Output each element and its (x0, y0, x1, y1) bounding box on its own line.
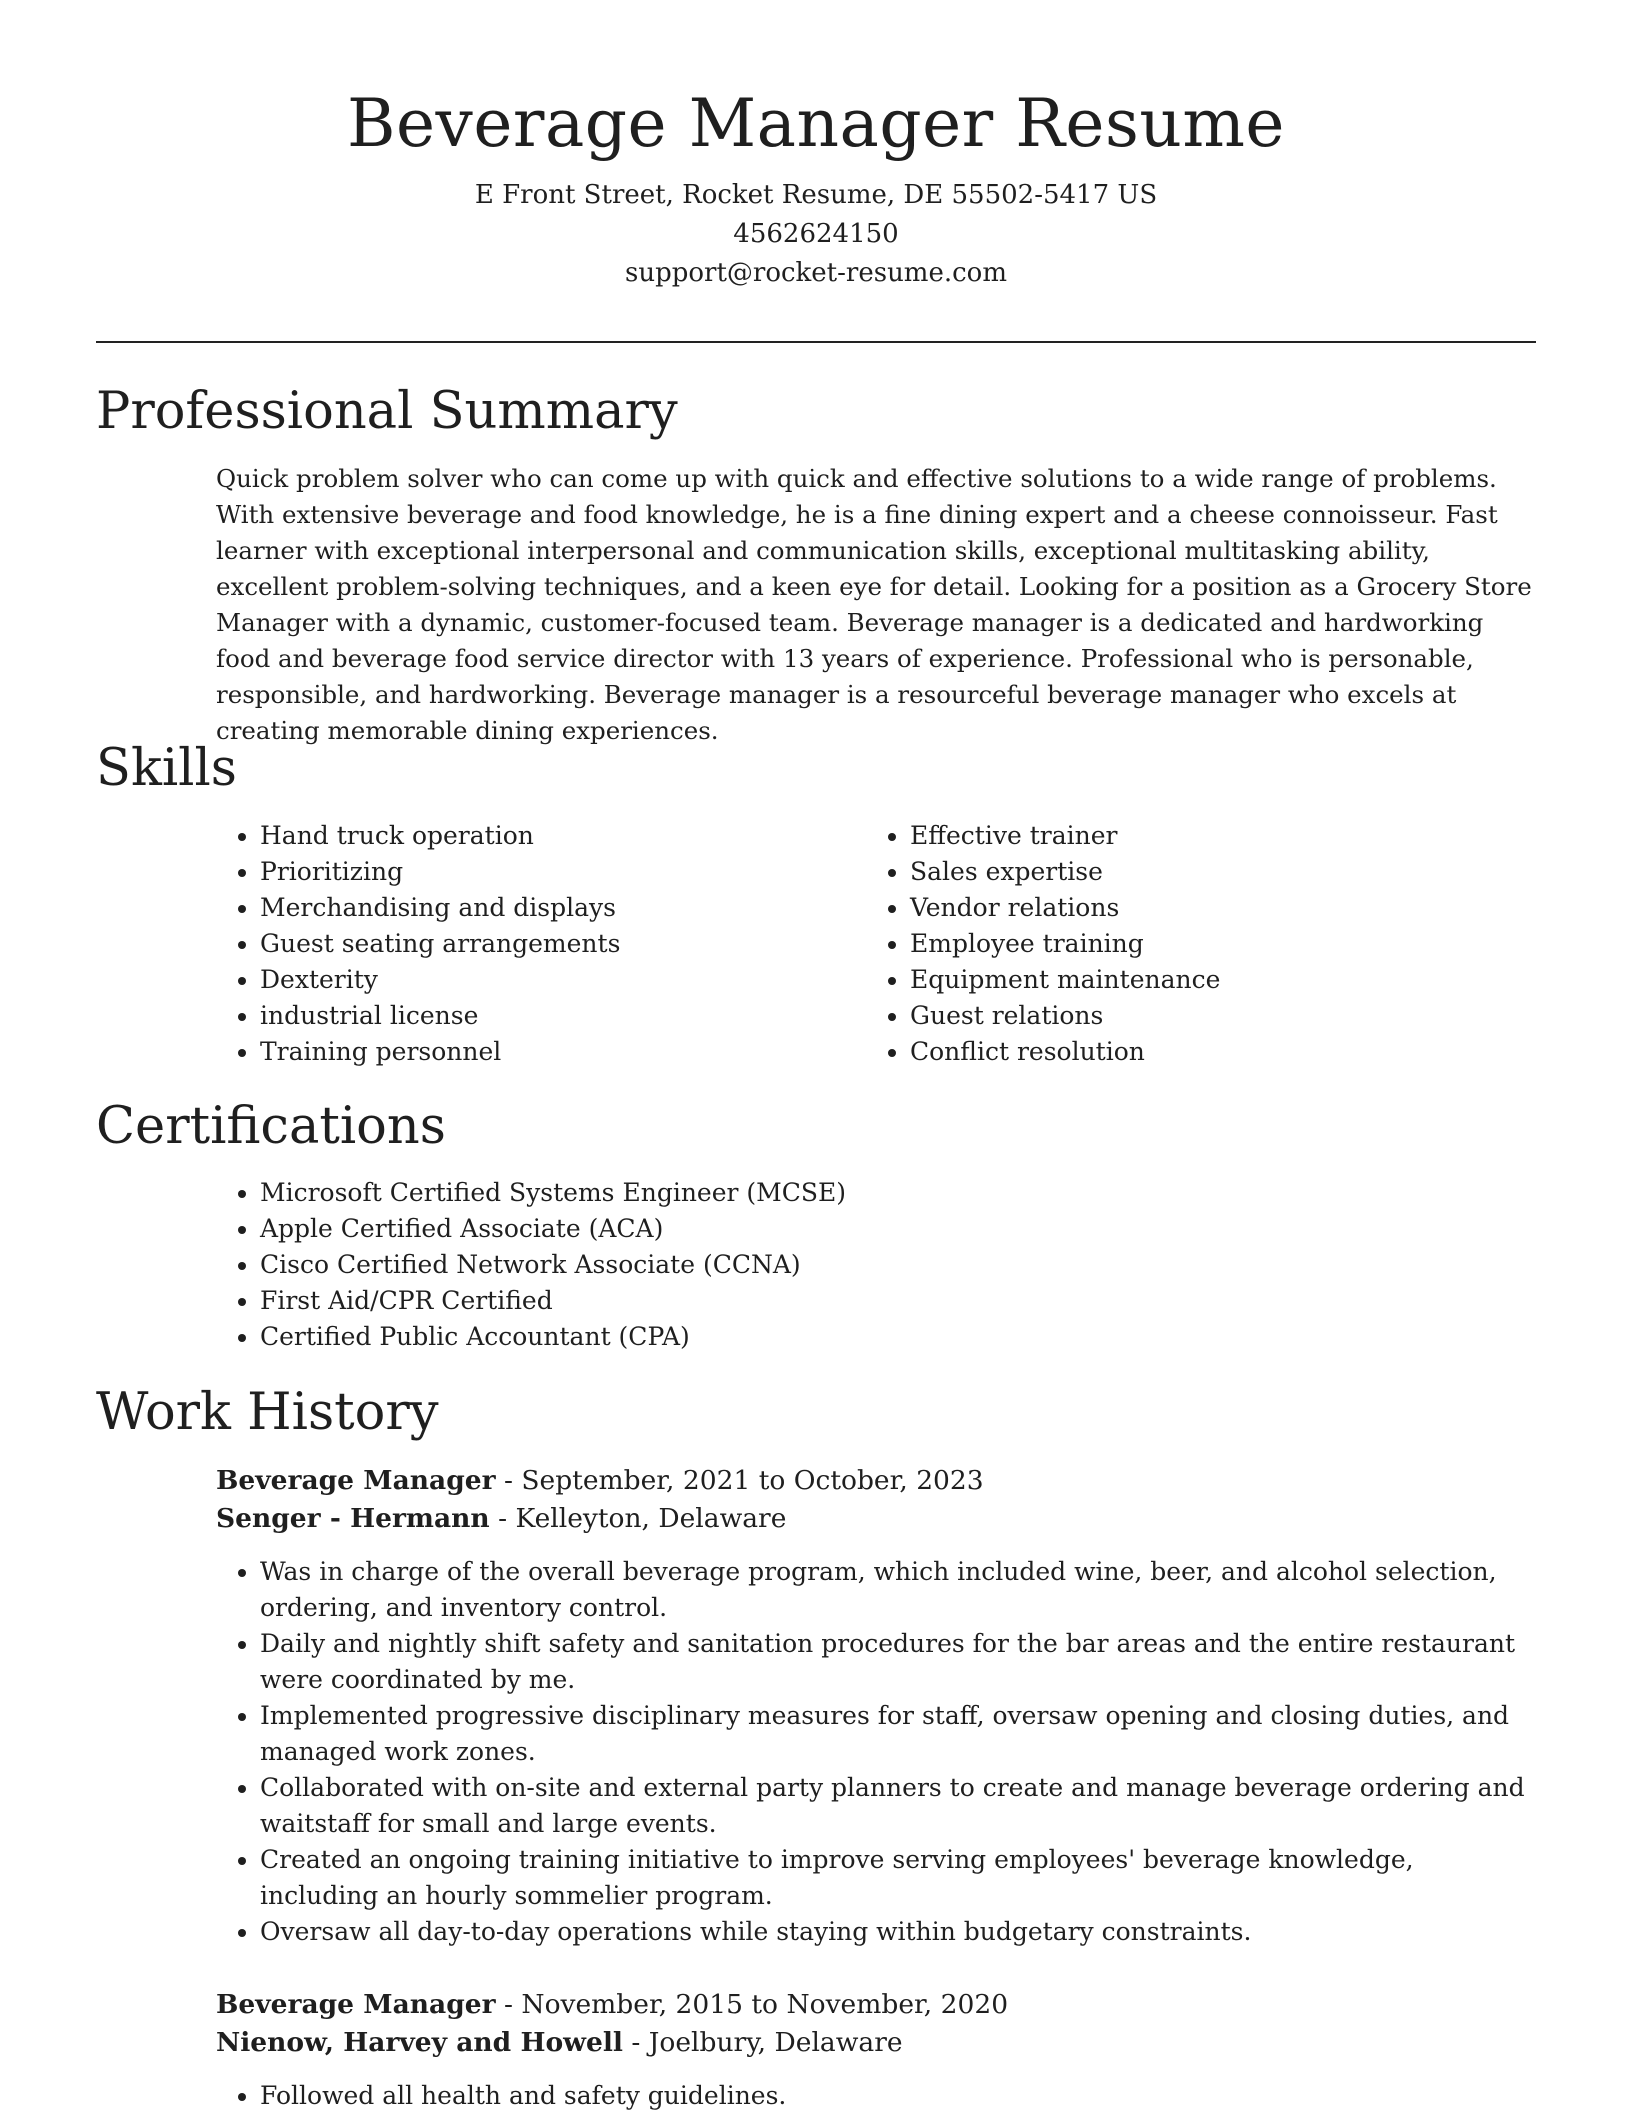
separator: - (489, 1503, 516, 1534)
email-line: support@rocket-resume.com (624, 258, 1007, 288)
skills-right-list (866, 818, 1466, 1070)
skill-item: • Guest seating arrangements (260, 926, 816, 962)
job-title-line (216, 1462, 1536, 1500)
skill-item: • Prioritizing (260, 854, 816, 890)
skill-item: • Training personnel (260, 1034, 816, 1070)
skill-item: • Employee training (910, 926, 1466, 962)
job-bullets (216, 1554, 1536, 1950)
job-location: Joelbury, Delaware (648, 2027, 903, 2058)
header-divider (96, 341, 1536, 343)
certification-item: • Certified Public Accountant (CPA) (260, 1319, 1536, 1355)
job-bullet: • Oversaw all day-to-day operations while staying within budgetary constraints. (260, 1914, 1536, 1950)
job-company: Nienow, Harvey and Howell (216, 2027, 623, 2058)
skill-item: • Effective trainer (910, 818, 1466, 854)
job-title: Beverage Manager (216, 1465, 496, 1496)
certifications-list (216, 1175, 1536, 1355)
certification-item: • First Aid/CPR Certified (260, 1283, 1536, 1319)
summary-block (216, 461, 1536, 749)
job-title: Beverage Manager (216, 1989, 496, 2020)
skills-heading: Skills (96, 739, 237, 798)
job-dates: September, 2021 to October, 2023 (521, 1465, 984, 1496)
job-bullet: • Implemented progressive disciplinary measures for staff, oversaw opening and closing duties, and managed work zones. (260, 1698, 1536, 1770)
job-bullets (216, 2078, 1536, 2114)
certification-item: • Apple Certified Associate (ACA) (260, 1211, 1536, 1247)
separator: - (622, 2027, 649, 2058)
skill-item: • Equipment maintenance (910, 962, 1466, 998)
address-line: E Front Street, Rocket Resume, DE 55502-5417 US (474, 180, 1158, 210)
skill-item: • Guest relations (910, 998, 1466, 1034)
skill-item: • Merchandising and displays (260, 890, 816, 926)
separator: - (495, 1989, 522, 2020)
job-title-line (216, 1986, 1536, 2024)
skills-left-list (216, 818, 816, 1070)
skill-item: • Sales expertise (910, 854, 1466, 890)
job-company-line (216, 2024, 1536, 2062)
job-entry (216, 1462, 1536, 1950)
certifications-block (216, 1175, 1536, 1355)
certification-item: • Microsoft Certified Systems Engineer (MCSE) (260, 1175, 1536, 1211)
job-entry (216, 1986, 1536, 2114)
work-history-heading: Work History (96, 1383, 439, 1442)
skill-item: • Vendor relations (910, 890, 1466, 926)
skill-item: • Conflict resolution (910, 1034, 1466, 1070)
skill-item: • industrial license (260, 998, 816, 1034)
skill-item: • Dexterity (260, 962, 816, 998)
certifications-heading: Certifications (96, 1097, 446, 1156)
resume-header (0, 76, 1632, 293)
skills-right-column (866, 818, 1466, 1070)
job-location: Kelleyton, Delaware (515, 1503, 787, 1534)
skills-left-column (216, 818, 816, 1070)
certification-item: • Cisco Certified Network Associate (CCNA) (260, 1247, 1536, 1283)
job-bullet: • Collaborated with on-site and external party planners to create and manage beverage ordering and waitstaff for small and large events. (260, 1770, 1536, 1842)
job-bullet: • Was in charge of the overall beverage program, which included wine, beer, and alcohol selection, ordering, and inventory control. (260, 1554, 1536, 1626)
job-company-line (216, 1500, 1536, 1538)
job-dates: November, 2015 to November, 2020 (521, 1989, 1009, 2020)
job-bullet: • Followed all health and safety guidelines. (260, 2078, 1536, 2114)
skill-item: • Hand truck operation (260, 818, 816, 854)
summary-text: Quick problem solver who can come up with quick and effective solutions to a wide range of problems. With extensive beverage and food knowledge, he is a fine dining expert and a cheese connoisseur. Fast learner with exceptional interpersonal and communication skills, exceptional multitasking ability, excellent problem-solving techniques, and a keen eye for detail. Looking for a position as a Grocery Store Manager with a dynamic, customer-focused team. Beverage manager is a dedicated and hardworking food and beverage food service director with 13 years of experience. Professional who is personable, responsible, and hardworking. Beverage manager is a resourceful beverage manager who excels at creating memorable dining experiences. (216, 464, 1532, 745)
job-bullet: • Daily and nightly shift safety and sanitation procedures for the bar areas and the entire restaurant were coordinated by me. (260, 1626, 1536, 1698)
summary-heading: Professional Summary (96, 382, 678, 441)
phone-line: 4562624150 (733, 219, 899, 249)
separator: - (495, 1465, 522, 1496)
resume-title: Beverage Manager Resume (347, 85, 1285, 162)
job-company: Senger - Hermann (216, 1503, 490, 1534)
job-bullet: • Created an ongoing training initiative to improve serving employees' beverage knowledge, including an hourly sommelier program. (260, 1842, 1536, 1914)
